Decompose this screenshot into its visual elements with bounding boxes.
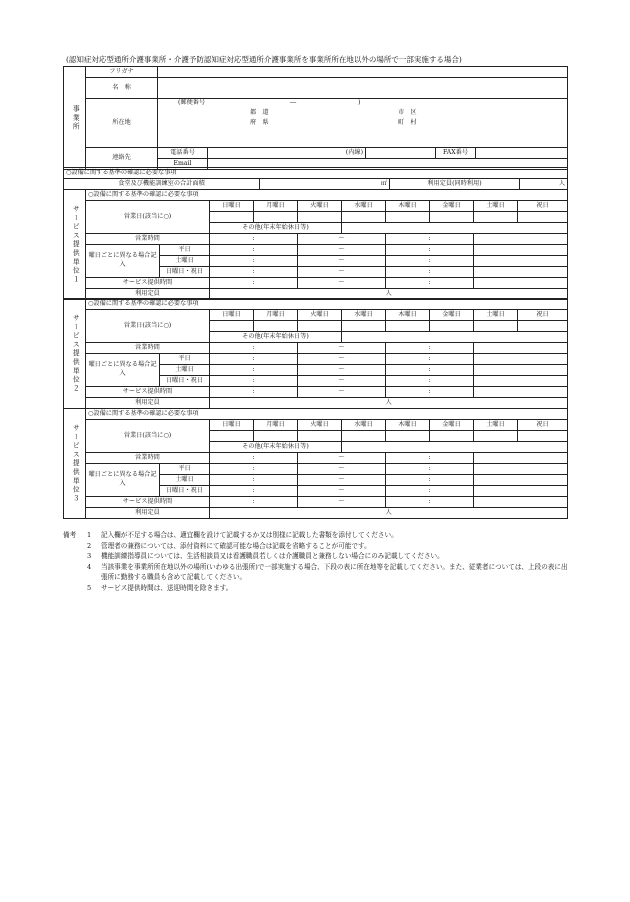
area-field[interactable] [260,179,390,190]
unit-capacity-label: 利用定員 [86,398,210,409]
note-number: 1 [87,531,92,539]
saturday-label: 土曜日 [160,256,210,267]
saturday-start[interactable]: : [210,256,298,267]
day-wed: 水曜日 [342,201,386,212]
varies-label: 曜日ごとに異なる場合記入 [86,464,160,497]
day-fri: 金曜日 [430,310,474,321]
day-holiday-field[interactable] [518,431,568,442]
day-wed-field[interactable] [342,212,386,223]
note-item [63,583,568,594]
day-sat-field[interactable] [474,321,518,332]
day-sun-field[interactable] [210,212,254,223]
day-thu-field[interactable] [386,212,430,223]
name-label: 名 称 [86,78,158,99]
sunday-tilde: ～ [298,267,386,278]
service-start[interactable]: : [210,278,298,289]
weekday-label: 平日 [160,354,210,365]
shi-ku: 市 区 [398,109,417,116]
day-fri-field[interactable] [430,321,474,332]
note-number: 3 [87,552,92,560]
service-spacer [474,387,568,398]
sunday-spacer [474,267,568,278]
service-unit-table-1 [63,189,568,300]
machi-mura: 町 村 [398,119,417,126]
note-item [63,530,568,541]
saturday-end[interactable]: : [386,475,474,486]
day-mon: 月曜日 [254,201,298,212]
business-days-label: 営業日(該当に○) [86,201,210,234]
note-item [63,541,568,552]
weekday-tilde: ～ [298,464,386,475]
service-tilde: ～ [298,278,386,289]
day-tue: 火曜日 [298,420,342,431]
varies-label: 曜日ごとに異なる場合記入 [86,245,160,278]
service-hours-label: サービス提供時間 [86,278,210,289]
saturday-tilde: ～ [298,256,386,267]
service-start[interactable]: : [210,497,298,508]
hours-label: 営業時間 [86,234,210,245]
sunday-holiday-label: 日曜日・祝日 [160,486,210,497]
sunday-spacer [474,486,568,497]
day-tue: 火曜日 [298,201,342,212]
notes-label [63,583,87,594]
phone-field[interactable] [208,148,366,159]
other-days-label: その他(年末年始休日等) [210,442,342,453]
person-unit: 人 [385,398,392,406]
day-sun-field[interactable] [210,431,254,442]
capacity-label: 利用定員(同時利用) [390,179,520,190]
weekday-start[interactable]: : [210,464,298,475]
hours-spacer [474,453,568,464]
day-tue-field[interactable] [298,212,342,223]
hours-end[interactable]: : [386,453,474,464]
day-sat: 土曜日 [474,310,518,321]
weekday-end[interactable]: : [386,245,474,256]
office-table [63,66,568,170]
day-wed: 水曜日 [342,310,386,321]
note-text: 機能訓練指導員については、生活相談員又は看護職員若しくは介護職員と兼務しない場合にのみ記載してください。 [101,552,444,560]
note-item [63,551,568,562]
weekday-label: 平日 [160,464,210,475]
contact-label: 連絡先 [86,148,158,170]
business-days-label: 営業日(該当に○) [86,310,210,343]
fax-label: FAX番号 [436,148,476,159]
service-tilde: ～ [298,387,386,398]
note-number: 4 [87,562,92,571]
address-field[interactable] [158,99,568,148]
service-hours-label: サービス提供時間 [86,497,210,508]
other-days-field[interactable] [342,223,568,234]
day-fri: 金曜日 [430,201,474,212]
hours-label: 営業時間 [86,343,210,354]
postal-label: (郵便番号 [178,99,206,106]
day-mon-field[interactable] [254,321,298,332]
sunday-start[interactable]: : [210,486,298,497]
hours-end[interactable]: : [386,234,474,245]
weekday-spacer [474,354,568,365]
service-unit-table-2 [63,298,568,409]
note-item [63,562,568,583]
note-text: サービス提供時間は、送迎時間を除きます。 [101,583,233,592]
hours-tilde: ～ [298,343,386,354]
fax-field[interactable] [476,148,568,159]
fu-ken: 府 県 [250,119,269,126]
phone-label: 電話番号 [158,148,208,159]
saturday-end[interactable]: : [386,365,474,376]
day-mon-field[interactable] [254,431,298,442]
day-fri-field[interactable] [430,431,474,442]
note-text: 当該事業を事業所所在地以外の場所(いわゆる出張所)で一部実施する場合、下段の表に所在地等を記載してください。また、従業者については、上段の表に出張所に勤務する職員も含めて記載してください。 [101,562,568,581]
service-unit-label: サービス提供単位３ [64,409,86,519]
day-mon: 月曜日 [254,310,298,321]
facility-heading: ○設備に関する基準の確認に必要な事項 [64,168,568,179]
sunday-spacer [474,376,568,387]
business-days-label: 営業日(該当に○) [86,420,210,453]
note-text: 記入欄が不足する場合は、適宜欄を設けて記載するか又は別様に記載した書類を添付してください。 [101,531,398,539]
capacity-unit: 人 [558,179,565,187]
person-unit: 人 [385,508,392,516]
hours-start[interactable]: : [210,343,298,354]
other-days-field[interactable] [342,442,568,453]
day-thu: 木曜日 [386,310,430,321]
saturday-tilde: ～ [298,365,386,376]
hours-spacer [474,234,568,245]
day-holiday: 祝日 [518,420,568,431]
service-unit-label: サービス提供単位２ [64,299,86,409]
weekday-label: 平日 [160,245,210,256]
day-thu: 木曜日 [386,420,430,431]
email-label: Email [158,159,208,170]
to-dou: 都 道 [250,109,269,116]
weekday-tilde: ～ [298,245,386,256]
notes-label: 備考 [63,531,77,539]
weekday-spacer [474,464,568,475]
sunday-holiday-label: 日曜日・祝日 [160,376,210,387]
saturday-spacer [474,475,568,486]
capacity-field[interactable] [520,179,568,190]
weekday-start[interactable]: : [210,354,298,365]
sunday-start[interactable]: : [210,376,298,387]
saturday-label: 土曜日 [160,475,210,486]
postal-dash: ― [290,99,297,106]
unit-capacity-label: 利用定員 [86,289,210,300]
extension-label: (内線) [345,148,363,156]
day-sun: 日曜日 [210,201,254,212]
saturday-spacer [474,256,568,267]
day-holiday: 祝日 [518,310,568,321]
day-mon-field[interactable] [254,212,298,223]
hours-tilde: ～ [298,234,386,245]
unit-capacity-label: 利用定員 [86,508,210,519]
service-end[interactable]: : [386,387,474,398]
facility-table [63,167,568,190]
day-wed-field[interactable] [342,431,386,442]
furigana-field[interactable] [158,67,568,78]
weekday-end[interactable]: : [386,354,474,365]
notes-list [63,530,568,593]
day-wed: 水曜日 [342,420,386,431]
notes-label [63,541,87,552]
form-caption: (認知症対応型通所介護事業所・介護予防認知症対応型通所介護事業所を事業所所在地以外の場所で一部実施する場合) [66,55,462,64]
sunday-end[interactable]: : [386,267,474,278]
name-field[interactable] [158,78,568,99]
day-tue: 火曜日 [298,310,342,321]
note-text: 管理者の兼務については、添付資料にて確認可能な場合は記載を省略することが可能です。 [101,541,371,550]
sunday-tilde: ～ [298,376,386,387]
day-tue-field[interactable] [298,431,342,442]
area-label: 食堂及び機能訓練室の合計面積 [64,179,260,190]
hours-end[interactable]: : [386,343,474,354]
day-sat-field[interactable] [474,431,518,442]
hours-tilde: ～ [298,453,386,464]
saturday-end[interactable]: : [386,256,474,267]
day-thu-field[interactable] [386,321,430,332]
day-sun-field[interactable] [210,321,254,332]
sunday-holiday-label: 日曜日・祝日 [160,267,210,278]
hours-spacer [474,343,568,354]
other-days-label: その他(年末年始休日等) [210,223,342,234]
service-hours-label: サービス提供時間 [86,387,210,398]
note-number: 5 [87,583,92,592]
extension-field[interactable] [366,148,436,159]
day-thu: 木曜日 [386,201,430,212]
service-end[interactable]: : [386,278,474,289]
saturday-label: 土曜日 [160,365,210,376]
unit-heading: ○設備に関する基準の確認に必要な事項 [86,299,568,310]
postal-close: ) [358,99,361,106]
saturday-start[interactable]: : [210,365,298,376]
service-end[interactable]: : [386,497,474,508]
unit-capacity-field[interactable] [210,398,568,409]
service-start[interactable]: : [210,387,298,398]
person-unit: 人 [385,289,392,297]
day-holiday-field[interactable] [518,212,568,223]
day-thu-field[interactable] [386,431,430,442]
other-days-label: その他(年末年始休日等) [210,332,342,343]
day-sat-field[interactable] [474,212,518,223]
office-side-label: 事業所 [64,67,86,170]
area-unit: ㎡ [380,179,387,187]
hours-start[interactable]: : [210,234,298,245]
saturday-tilde: ～ [298,475,386,486]
weekday-end[interactable]: : [386,464,474,475]
unit-capacity-field[interactable] [210,508,568,519]
sunday-end[interactable]: : [386,486,474,497]
hours-label: 営業時間 [86,453,210,464]
day-fri-field[interactable] [430,212,474,223]
address-label: 所在地 [86,99,158,148]
saturday-start[interactable]: : [210,475,298,486]
day-holiday-field[interactable] [518,321,568,332]
sunday-tilde: ～ [298,486,386,497]
service-unit-label: サービス提供単位１ [64,190,86,300]
unit-heading: ○設備に関する基準の確認に必要な事項 [86,190,568,201]
day-fri: 金曜日 [430,420,474,431]
varies-label: 曜日ごとに異なる場合記入 [86,354,160,387]
day-sun: 日曜日 [210,420,254,431]
sunday-start[interactable]: : [210,267,298,278]
saturday-spacer [474,365,568,376]
hours-start[interactable]: : [210,453,298,464]
weekday-spacer [474,245,568,256]
notes-label [63,551,87,562]
other-days-field[interactable] [342,332,568,343]
note-number: 2 [87,541,92,550]
service-spacer [474,278,568,289]
day-sun: 日曜日 [210,310,254,321]
service-tilde: ～ [298,497,386,508]
day-tue-field[interactable] [298,321,342,332]
day-holiday: 祝日 [518,201,568,212]
unit-heading: ○設備に関する基準の確認に必要な事項 [86,409,568,420]
day-wed-field[interactable] [342,321,386,332]
sunday-end[interactable]: : [386,376,474,387]
day-sat: 土曜日 [474,420,518,431]
notes-label [63,562,87,583]
furigana-label: フリガナ [86,67,158,78]
weekday-tilde: ～ [298,354,386,365]
notes [63,530,568,593]
day-mon: 月曜日 [254,420,298,431]
service-unit-table-3 [63,408,568,519]
day-sat: 土曜日 [474,201,518,212]
service-spacer [474,497,568,508]
weekday-start[interactable]: : [210,245,298,256]
